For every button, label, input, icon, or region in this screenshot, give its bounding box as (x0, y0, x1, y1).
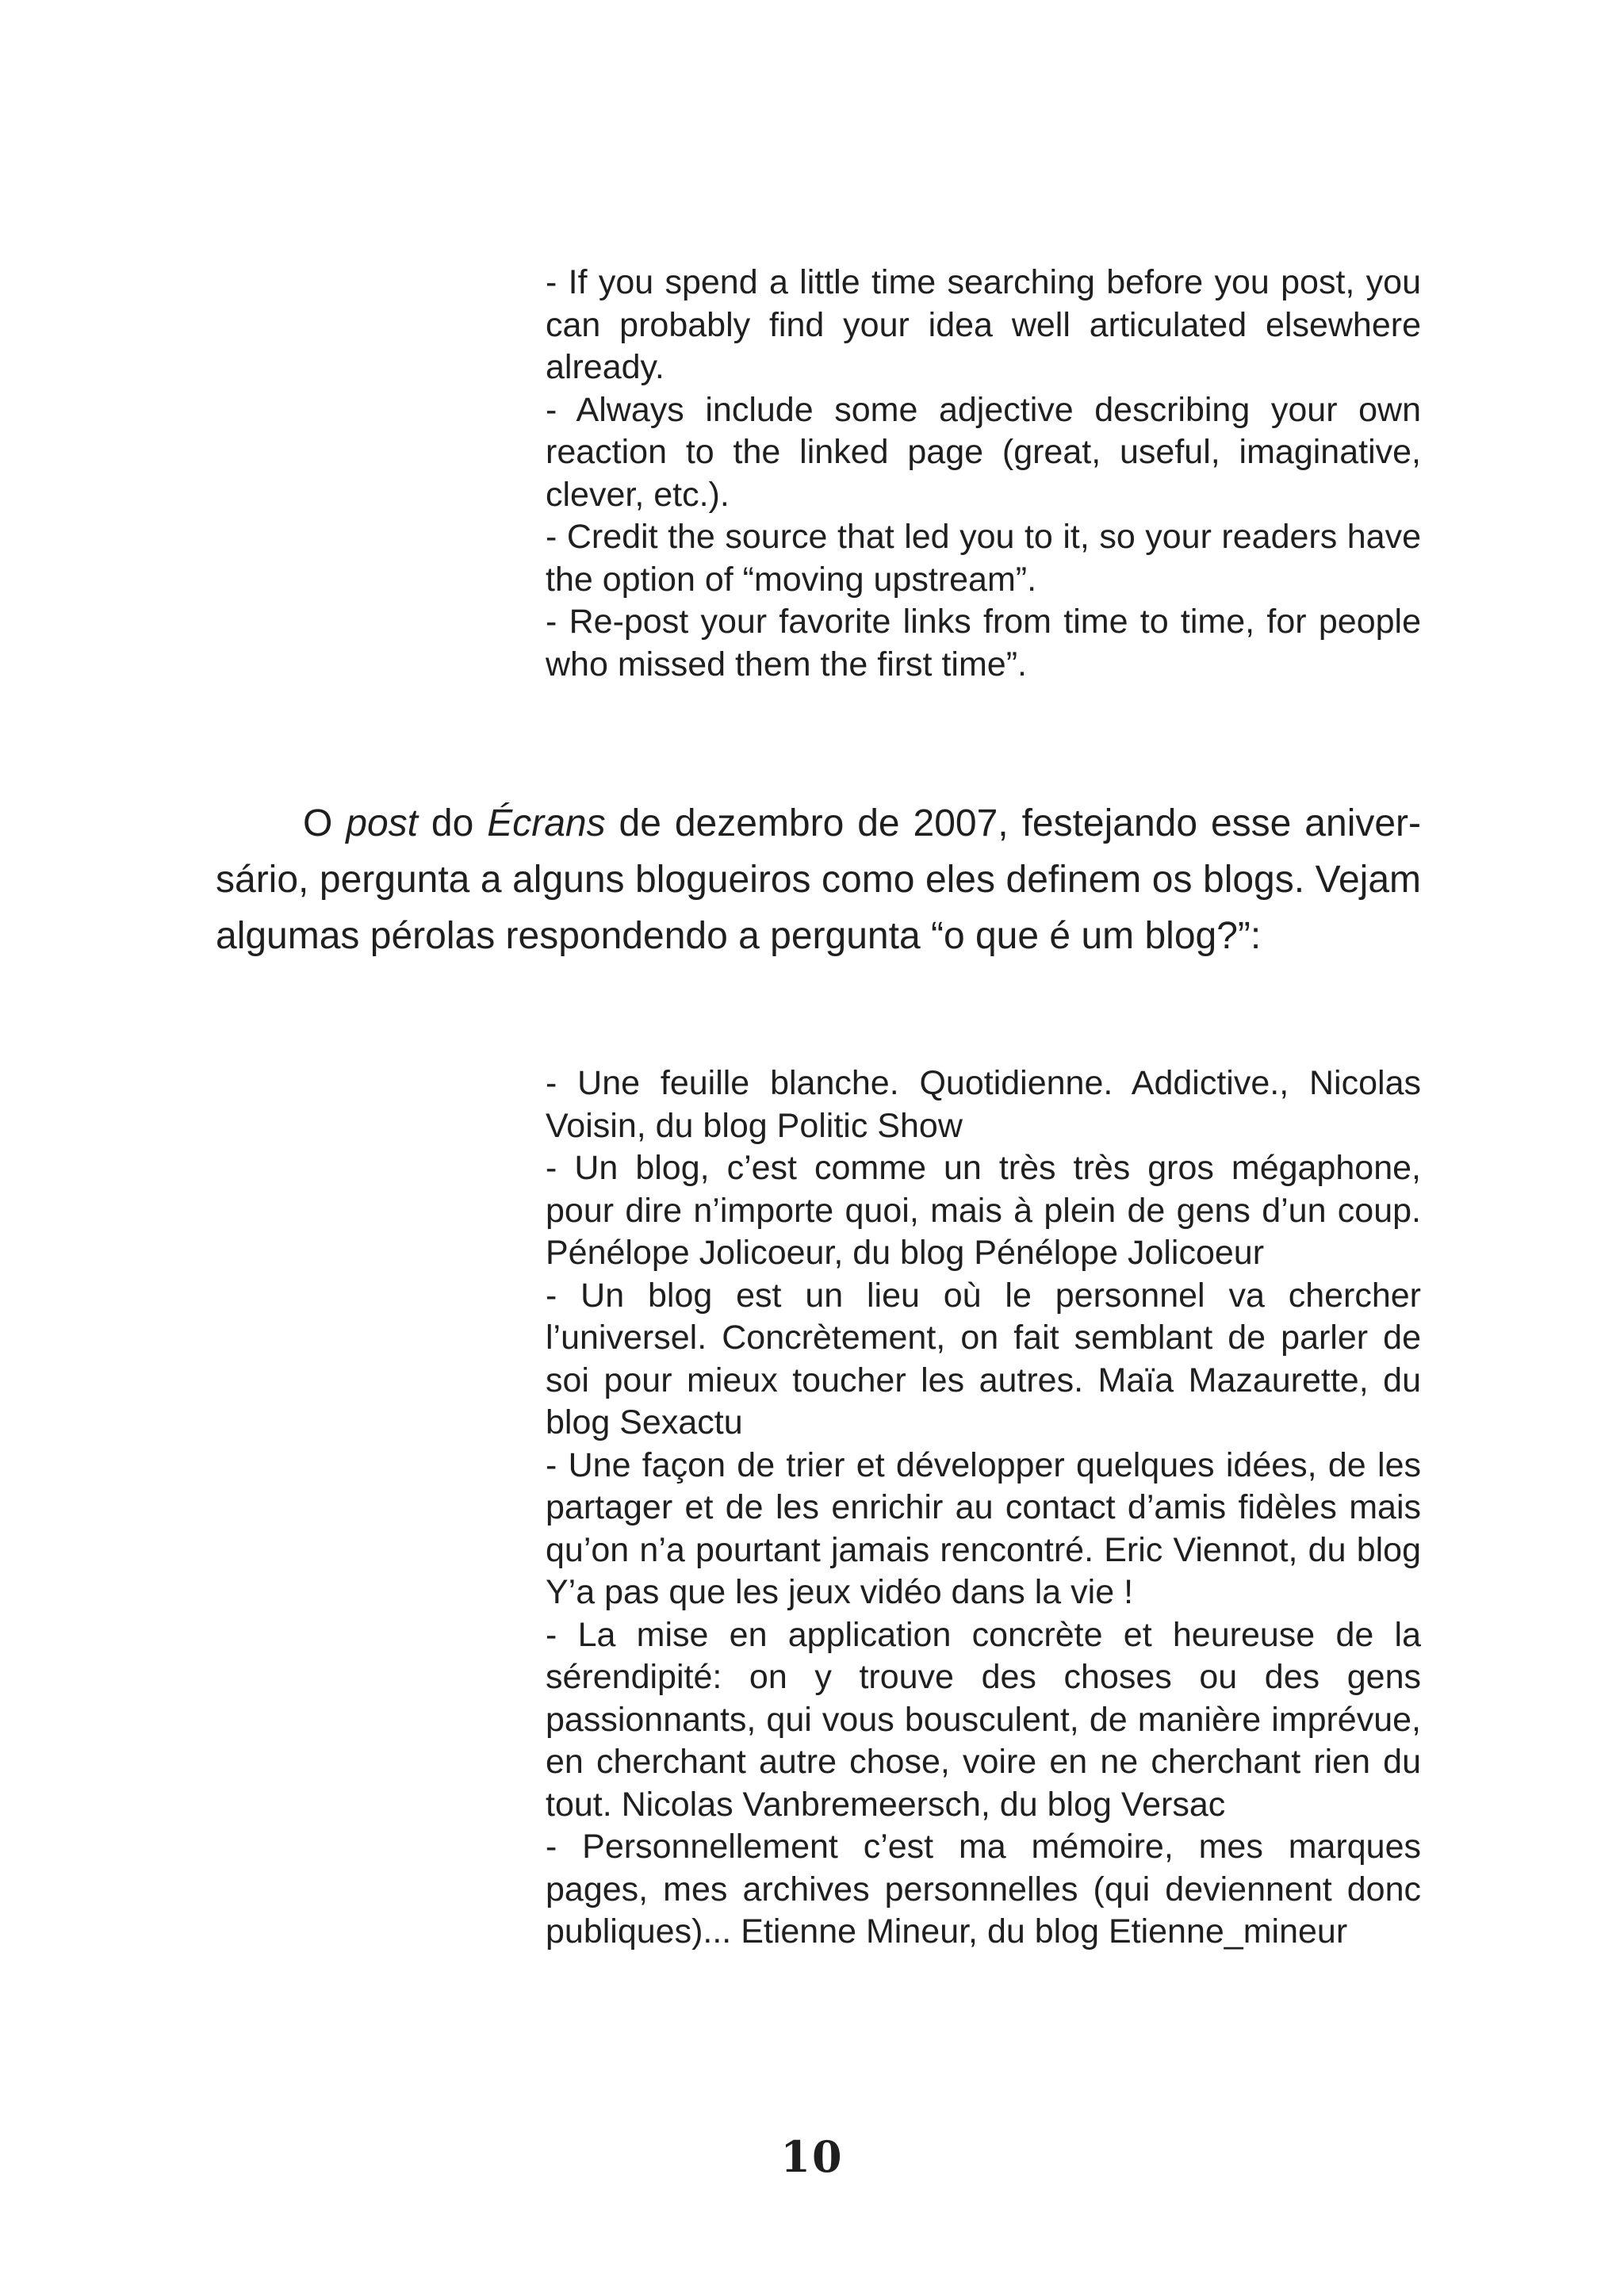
quote-item: - Un blog est un lieu où le personnel va chercher l’universel. Concrètement, on fait semblant de parler de soi pour mieux toucher les autres. Maïa Mazaurette, du blog Sexactu (546, 1276, 1421, 1441)
quote-item: - If you spend a little time searching before you post, you can probably find your idea well articulated elsewhere already. (546, 263, 1421, 386)
paragraph-italic-ecrans: Écrans (487, 802, 606, 844)
bottom-quote-block (546, 1062, 1421, 1954)
quote-item: - Credit the source that led you to it, so your readers have the option of “moving upstream”. (546, 518, 1421, 599)
page-number: 10 (780, 2131, 844, 2182)
quote-item: - Re-post your favorite links from time to time, for people who missed them the first time”. (546, 603, 1421, 683)
body-paragraph (216, 795, 1421, 964)
quote-item: - La mise en application concrète et heureuse de la sérendipité: on y trouve des choses ou des gens passionnants, qui vous bousculent, de manière imprévue, en cherchant autre chose, voire en ne cherchant rien du tout. Nicolas Vanbremeersch, du blog Versac (546, 1615, 1421, 1824)
quote-item: - Une façon de trier et développer quelques idées, de les partager et de les enrichir au contact d’amis fidèles mais qu’on n’a pourtant jamais rencontré. Eric Viennot, du blog Y’a pas que les jeux vidéo dans la vie ! (546, 1445, 1421, 1611)
quote-item: - Une feuille blanche. Quotidienne. Addictive., Nicolas Voisin, du blog Politic Show (546, 1064, 1421, 1145)
paragraph-text: O (303, 802, 347, 844)
top-quote-block (546, 262, 1421, 686)
quote-item: - Un blog, c’est comme un très très gros mégaphone, pour dire n’importe quoi, mais à plein de gens d’un coup. Pénélope Jolicoeur, du blog Pénélope Jolicoeur (546, 1149, 1421, 1272)
paragraph-text: do (418, 802, 488, 844)
paragraph-italic-post: post (346, 802, 418, 844)
paragraph-text: de dezembro de 2007, festejando esse aniver-sário, pergunta a alguns blogueiros como eles definem os blogs. Vejam algumas pérolas respondendo a pergunta “o que é um blog?”: (216, 802, 1422, 957)
quote-item: - Personnellement c’est ma mémoire, mes marques pages, mes archives personnelles (qui deviennent donc publiques)... Etienne Mineur, du blog Etienne_mineur (546, 1828, 1421, 1951)
quote-item: - Always include some adjective describing your own reaction to the linked page (great, useful, imaginative, clever, etc.). (546, 390, 1421, 514)
